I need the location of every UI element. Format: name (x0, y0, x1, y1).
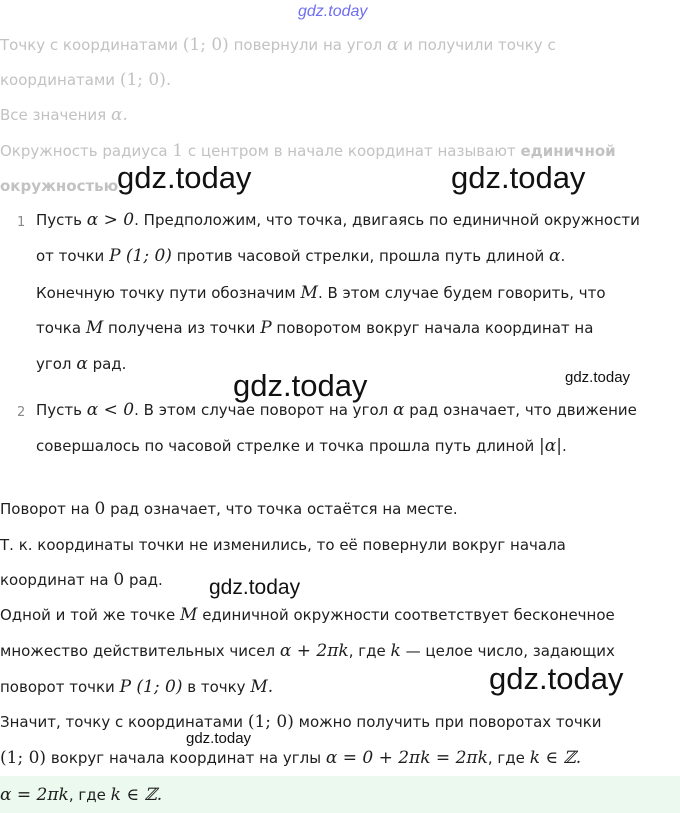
watermark: gdz.today (186, 730, 252, 747)
text: рад. (128, 571, 163, 589)
text: Т. к. координаты точки не изменились, то её повернули вокруг начала (0, 536, 566, 554)
paragraph-line (0, 605, 615, 625)
answer-box (0, 776, 680, 813)
list-item-1-line-3 (36, 283, 606, 303)
math: (1; 0). (119, 70, 172, 90)
text: вокруг начала координат на углы (50, 749, 322, 767)
text: , где (68, 786, 106, 804)
watermark: gdz.today (117, 160, 252, 195)
text: против часовой стрелки, прошла путь длиной (176, 247, 545, 265)
math: k ∈ ℤ. (529, 748, 582, 768)
text: угол (36, 355, 72, 373)
paragraph-line (0, 641, 615, 661)
math: 0 (113, 570, 125, 590)
text: множество действительных чисел (0, 642, 276, 660)
faded-line-4 (0, 141, 616, 161)
math: 0 (94, 499, 106, 519)
bold-term: единичной (520, 142, 616, 160)
paragraph-line (0, 677, 273, 697)
site-header-logo[interactable]: gdz.today (298, 3, 368, 20)
text: Значит, точку с координатами (0, 713, 244, 731)
text: , где (487, 749, 525, 767)
faded-line-2 (0, 70, 171, 90)
text: точка (36, 319, 82, 337)
text: Пусть (36, 211, 82, 229)
list-item-1-line-1 (36, 210, 640, 230)
math: (1; 0) (247, 712, 294, 732)
math: |α| (539, 436, 562, 456)
text: . В этом случае будем говорить, что (317, 284, 606, 302)
math: M (179, 605, 198, 625)
math: k (390, 641, 401, 661)
text: Поворот на (0, 500, 90, 518)
text: . Предположим, что точка, двигаясь по единичной окружности (134, 211, 640, 229)
text: . В этом случае поворот на угол (134, 401, 389, 419)
math: α < 0 (86, 400, 135, 420)
list-number: 1 (17, 215, 26, 230)
text: с центром в начале координат называют (187, 142, 516, 160)
math: k ∈ ℤ. (110, 785, 163, 805)
math: α (387, 35, 399, 55)
paragraph-line (0, 570, 163, 590)
text: Все значения (0, 106, 107, 124)
math: α = 0 + 2πk = 2πk (325, 748, 488, 768)
list-item-1-line-4 (36, 318, 593, 338)
text: . (560, 247, 566, 265)
text: поворотом вокруг начала координат на (276, 319, 594, 337)
text: поворот точки (0, 678, 115, 696)
math: M (300, 283, 318, 303)
text: получена из точки (108, 319, 256, 337)
math: α (549, 246, 561, 266)
text: . (561, 437, 567, 455)
paragraph-line (0, 535, 566, 555)
text: — целое число, задающих (405, 642, 615, 660)
answer-line (0, 785, 162, 805)
text: Одной и той же точке (0, 606, 176, 624)
watermark: gdz.today (565, 369, 631, 386)
paragraph-line (0, 499, 458, 519)
text: рад означает, что точка остаётся на месте. (110, 500, 458, 518)
list-number: 2 (17, 405, 26, 420)
watermark: gdz.today (489, 661, 624, 696)
text: координат на (0, 571, 109, 589)
math: M (85, 318, 104, 338)
text: Окружность радиуса (0, 142, 168, 160)
list-item-2-line-2 (36, 436, 567, 456)
watermark: gdz.today (451, 160, 586, 195)
math: P (260, 318, 272, 338)
text: координатами (0, 71, 116, 89)
text: единичной окружности соответствует бесконечное (202, 606, 615, 624)
faded-line-1 (0, 35, 556, 55)
text: и получили точку с (403, 36, 556, 54)
bold-term: окружностью (0, 177, 119, 195)
text: повернули на угол (233, 36, 383, 54)
text: рад означает, что движение (409, 401, 637, 419)
math: α (393, 400, 405, 420)
math: α + 2πk (279, 641, 349, 661)
math: (1; 0) (182, 35, 229, 55)
watermark: gdz.today (209, 576, 301, 599)
faded-line-5 (0, 176, 118, 196)
math: α > 0 (86, 210, 135, 230)
paragraph-line (0, 712, 602, 732)
math: M. (250, 677, 274, 697)
text: Пусть (36, 401, 82, 419)
math: P (1; 0) (119, 677, 183, 697)
list-item-1-line-2 (36, 246, 565, 266)
math: P (1; 0) (109, 246, 172, 266)
math: α. (110, 105, 128, 125)
list-item-1-line-5 (36, 354, 126, 374)
math: (1; 0) (0, 748, 47, 768)
faded-line-3 (0, 105, 128, 125)
math: α (76, 354, 88, 374)
paragraph-line (0, 748, 581, 768)
text: Точку с координатами (0, 36, 178, 54)
math: 1 (172, 141, 184, 161)
text: в точку (187, 678, 246, 696)
text: рад. (92, 355, 127, 373)
math: α = 2πk (0, 785, 69, 805)
text: можно получить при поворотах точки (298, 713, 602, 731)
watermark: gdz.today (233, 368, 368, 403)
text: совершалось по часовой стрелке и точка прошла путь длиной (36, 437, 535, 455)
text: от точки (36, 247, 105, 265)
text: Конечную точку пути обозначим (36, 284, 296, 302)
text: , где (348, 642, 386, 660)
